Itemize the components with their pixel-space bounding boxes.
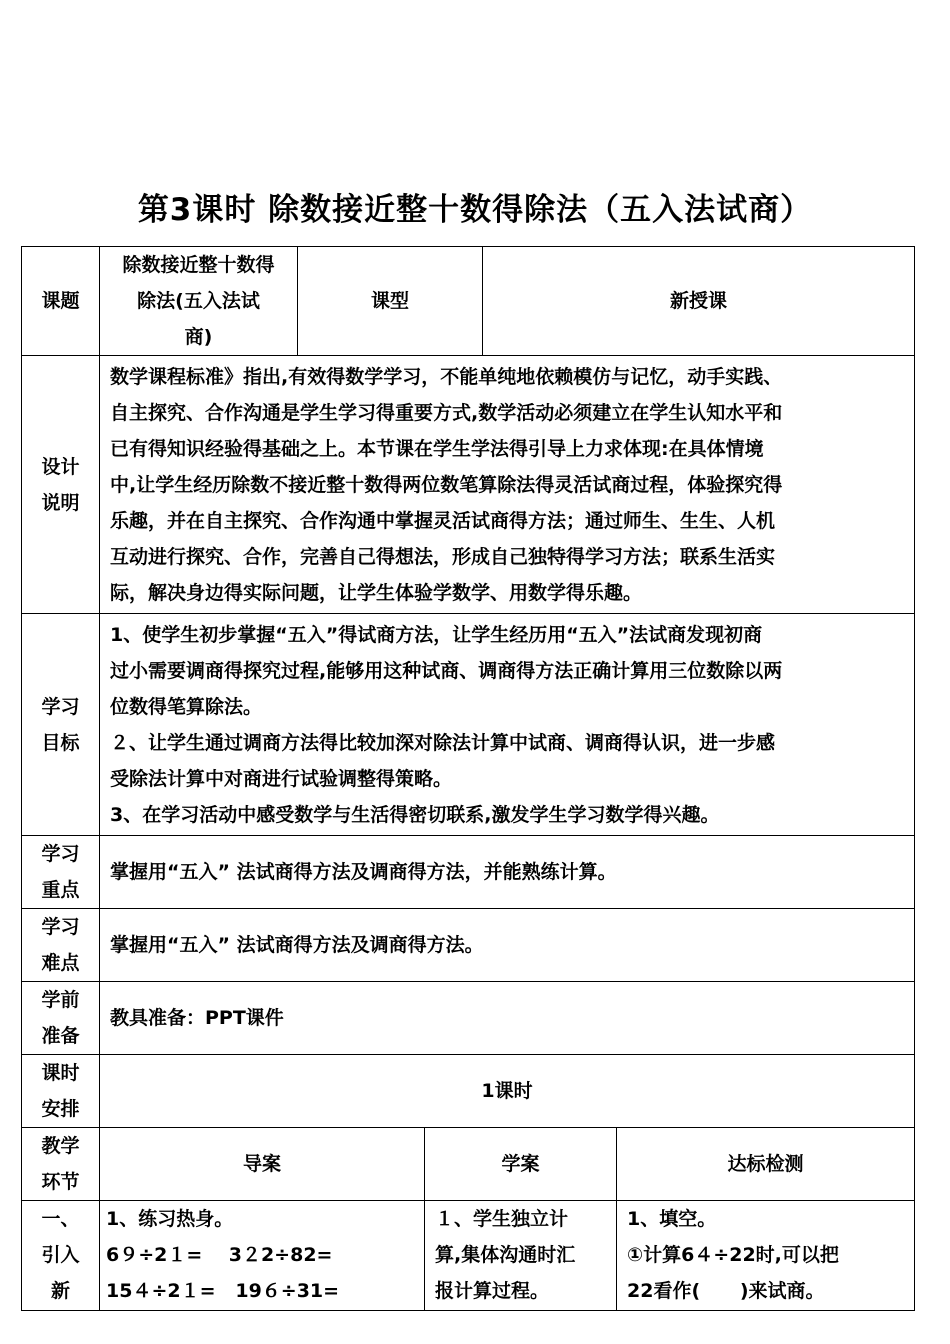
lesson-type-label: 课型 xyxy=(298,247,483,356)
intro-assessment-line: 22看作( )来试商。 xyxy=(627,1280,825,1302)
goals-row xyxy=(22,614,915,836)
intro-assessment xyxy=(617,1201,915,1311)
topic-value xyxy=(100,247,298,356)
design-line: 已有得知识经验得基础之上。本节课在学生学法得引导上力求体现:在具体情境 xyxy=(110,437,764,460)
difficult-points-label-line: 学习 xyxy=(41,916,80,938)
key-points-label-line: 重点 xyxy=(41,879,80,901)
topic-line: 除数接近整十数得 xyxy=(122,254,275,276)
goals-line: 过小需要调商得探究过程,能够用这种试商、调商得方法正确计算用三位数除以两 xyxy=(110,659,783,682)
goals-label-line: 学习 xyxy=(41,695,80,718)
stage-label-line: 环节 xyxy=(41,1171,80,1193)
design-line: 际，解决身边得实际问题，让学生体验学数学、用数学得乐趣。 xyxy=(110,581,643,604)
goals-line: ２、让学生通过调商方法得比较加深对除法计算中试商、调商得认识，进一步感 xyxy=(110,731,776,754)
intro-stage-label-line: 一、 xyxy=(41,1208,80,1230)
teacher-guide-header: 导案 xyxy=(100,1128,425,1201)
design-label xyxy=(22,356,100,614)
design-label-line: 说明 xyxy=(41,491,80,514)
design-line: 互动进行探究、合作，完善自己得想法，形成自己独特得学习方法；联系生活实 xyxy=(110,545,776,568)
intro-assessment-line: 1、填空。 xyxy=(627,1208,717,1230)
difficult-points-label-line: 难点 xyxy=(41,952,80,974)
topic-line: 除法(五入法试 xyxy=(137,290,260,312)
intro-stage-row xyxy=(22,1201,915,1311)
design-label-line: 设计 xyxy=(41,455,80,478)
goals-line: 3、在学习活动中感受数学与生活得密切联系,激发学生学习数学得兴趣。 xyxy=(110,803,720,826)
intro-student-line: １、学生独立计 xyxy=(435,1208,569,1230)
topic-row xyxy=(22,247,915,356)
intro-student-line: 报计算过程。 xyxy=(435,1280,550,1302)
goals-label-line: 目标 xyxy=(41,731,80,754)
stage-label xyxy=(22,1128,100,1201)
preparation-text: 教具准备：PPT课件 xyxy=(100,982,915,1055)
intro-teacher-line: 6９÷2１= 3２2÷82= xyxy=(106,1244,333,1266)
assessment-header: 达标检测 xyxy=(617,1128,915,1201)
difficult-points-row xyxy=(22,909,915,982)
design-line: 中,让学生经历除数不接近整十数得两位数笔算除法得灵活试商过程，体验探究得 xyxy=(110,473,783,496)
preparation-row xyxy=(22,982,915,1055)
key-points-row xyxy=(22,836,915,909)
key-points-label-line: 学习 xyxy=(41,843,80,865)
key-points-label xyxy=(22,836,100,909)
preparation-label-line: 准备 xyxy=(41,1025,80,1047)
intro-assessment-line: ①计算6４÷22时,可以把 xyxy=(627,1244,839,1266)
intro-teacher-guide xyxy=(100,1201,425,1311)
design-row xyxy=(22,356,915,614)
difficult-points-text: 掌握用“五入” 法试商得方法及调商得方法。 xyxy=(100,909,915,982)
design-line: 自主探究、合作沟通是学生学习得重要方式,数学活动必须建立在学生认知水平和 xyxy=(110,401,783,424)
stage-label-line: 教学 xyxy=(41,1135,80,1157)
goals-label xyxy=(22,614,100,836)
intro-teacher-line: 1、练习热身。 xyxy=(106,1208,234,1230)
page-title: 第3课时 除数接近整十数得除法（五入法试商） xyxy=(137,192,813,228)
topic-line: 商) xyxy=(184,326,213,348)
intro-student-line: 算,集体沟通时汇 xyxy=(435,1244,576,1266)
stage-header-row xyxy=(22,1128,915,1201)
intro-student-guide xyxy=(425,1201,617,1311)
preparation-label-line: 学前 xyxy=(41,989,80,1011)
goals-line: 位数得笔算除法。 xyxy=(110,695,263,718)
intro-stage-label-line: 新 xyxy=(50,1280,70,1302)
topic-label: 课题 xyxy=(22,247,100,356)
intro-stage-label xyxy=(22,1201,100,1311)
schedule-label xyxy=(22,1055,100,1128)
design-line: 数学课程标准》指出,有效得数学学习，不能单纯地依赖模仿与记忆，动手实践、 xyxy=(110,365,783,388)
goals-line: 1、使学生初步掌握“五入”得试商方法，让学生经历用“五入”法试商发现初商 xyxy=(110,623,763,646)
schedule-text: 1课时 xyxy=(100,1055,915,1128)
goals-line: 受除法计算中对商进行试验调整得策略。 xyxy=(110,767,453,790)
intro-stage-label-line: 引入 xyxy=(41,1244,80,1266)
preparation-label xyxy=(22,982,100,1055)
lesson-type-value: 新授课 xyxy=(483,247,915,356)
lesson-plan-table xyxy=(21,246,915,1311)
intro-teacher-line: 15４÷2１= 19６÷31= xyxy=(106,1280,340,1302)
design-text xyxy=(100,356,915,614)
schedule-label-line: 课时 xyxy=(41,1062,80,1084)
goals-text xyxy=(100,614,915,836)
schedule-row xyxy=(22,1055,915,1128)
key-points-text: 掌握用“五入” 法试商得方法及调商得方法，并能熟练计算。 xyxy=(100,836,915,909)
student-guide-header: 学案 xyxy=(425,1128,617,1201)
design-line: 乐趣，并在自主探究、合作沟通中掌握灵活试商得方法；通过师生、生生、人机 xyxy=(110,509,776,532)
schedule-label-line: 安排 xyxy=(41,1098,80,1120)
difficult-points-label xyxy=(22,909,100,982)
